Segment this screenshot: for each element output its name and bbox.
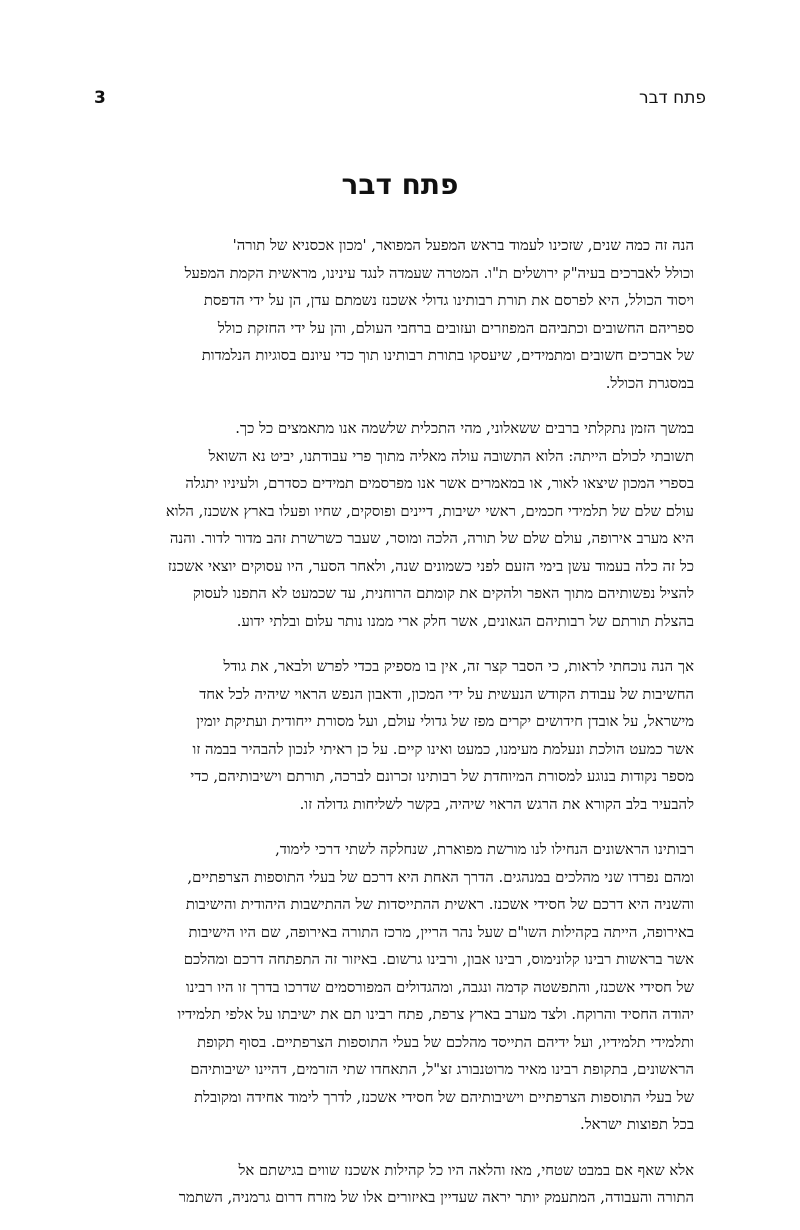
text-line: התורה והעבודה, המתעמק יותר יראה שעדיין באיזורים אלו של מזרח דרום גרמניה, השתמר <box>178 1189 694 1206</box>
text-line: ספריהם החשובים וכתביהם המפוזרים ועזובים ברחבי העולם, והן על ידי החזקת כולל <box>217 319 694 337</box>
text-line: אשר כמעט הולכת ונעלמת מעימנו, כמעט ואינו קיים. על כן ראיתי לנכון להבהיר בבמה זו <box>192 740 694 758</box>
text-line: באירופה, הייתה בקהילות השו"ם שעל נהר הריין, מרכז התורה באירופה, שם היו הישיבות <box>188 923 694 941</box>
text-line: החשיבות של עבודת הקודש הנעשית על ידי המכון, ודאבון הנפש הראוי שיהיה לכל אחד <box>199 685 694 703</box>
text-line: ומהם נפרדו שני מהלכים במנהגים. הדרך האחת היא דרכם של בעלי התוספות הצרפתיים, <box>187 868 694 886</box>
text-line: רבותינו הראשונים הנחילו לנו מורשת מפוארת, שנחלקה לשתי דרכי לימוד, <box>275 841 694 858</box>
chapter-title: פתח דבר <box>341 168 459 201</box>
running-header <box>94 88 706 112</box>
paragraph <box>92 232 708 397</box>
body-text <box>92 232 708 1230</box>
text-line: בספרי המכון שיצאו לאור, או במאמרים אשר אנו מפרסמים תמידים כסדרם, ולעיניו יתגלה <box>185 475 694 492</box>
text-line: להבעיר בלב הקורא את הרגש הראוי שיהיה, בקשר לשליחות גדולה זו. <box>299 795 694 813</box>
text-line: כל זה כלה בעמוד עשן בימי הזעם לפני כשמונים שנה, ולאחר הסער, היו עסוקים יוצאי אשכנז <box>167 557 694 575</box>
text-line: מישראל, על אובדן חידושים יקרים מפז של גדולי עולם, ועל מסורת ייחודית ועתיקת יומין <box>196 713 694 730</box>
text-line: הראשונים, בתקופת רבינו מאיר מרוטנבורג זצ"ל, התאחדו שתי הזרמים, דהיינו ישיבותיהם <box>190 1061 694 1078</box>
text-line: הנה זה כמה שנים, שזכינו לעמוד בראש המפעל המפואר, 'מכון אכסניא של תורה' <box>232 237 694 254</box>
text-line: אך הנה נוכחתי לראות, כי הסבר קצר זה, אין בו מספיק בכדי לפרש ולבאר, את גודל <box>223 658 694 675</box>
text-line: בהצלת תורתם של רבותיהם הגאונים, אשר חלק ארי ממנו נותר עלום ובלתי ידוע. <box>236 612 694 630</box>
text-line: של אברכים חשובים ומתמידים, שיעסקו בתורת רבותינו תוך כדי עיונם בסוגיות הנלמדות <box>201 347 694 364</box>
paragraph <box>92 653 708 818</box>
text-line: יהודה החסיד והרוקח. ולצד מערב בארץ צרפת, פתח רבינו תם את ישיבתו על אלפי תלמידיו <box>177 1006 694 1023</box>
text-line: ותלמידי תלמידיו, ועל ידיהם התייסד מהלכם של בעלי התוספות הצרפתיים. בסוף תקופת <box>197 1033 694 1051</box>
text-line: בכל תפוצות ישראל. <box>580 1116 694 1133</box>
text-line: וכולל לאברכים בעיה"ק ירושלים ת"ו. המטרה שעמדה לנגד עינינו, מראשית הקמת המפעל <box>184 264 694 282</box>
text-line: להציל נפשותיהם מתוך האפר ולהקים את קומתם הרוחנית, עד שכמעט לא התפנו לעסוק <box>192 585 694 602</box>
text-line: מספר נקודות בנוגע למסורת המיוחדת של רבותינו זכרונם לברכה, תורתם וישיבותיהם, כדי <box>190 768 694 785</box>
text-line: עולם שלם של תלמידי חכמים, ראשי ישיבות, דיינים ופוסקים, שחיו ופעלו בארץ אשכנז, הלוא <box>165 502 694 520</box>
text-line: ויסוד הכולל, היא לפרסם את תורת רבותינו גדולי אשכנז נשמתם עדן, הן על ידי הדפסת <box>203 292 694 309</box>
text-line: במסגרת הכולל. <box>605 374 694 392</box>
paragraph <box>92 415 708 635</box>
running-title: פתח דבר <box>638 88 706 108</box>
page-number: 3 <box>94 88 106 108</box>
text-line: אשר בראשות רבינו קלונימוס, רבינו אבון, ורבינו גרשום. באיזור זה התפתחה דרכם ומהלכם <box>183 951 694 968</box>
text-line: של בעלי התוספות הצרפתיים וישיבותיהם של חסידי אשכנז, לדרך לימוד אחידה ומקובלת <box>194 1088 694 1106</box>
text-line: של חסידי אשכנז, והתפשטה קדמה ונגבה, ומהגדולים המפורסמים שדרכו בדרך זו היו רבינו <box>185 978 694 996</box>
paragraph <box>92 1157 708 1212</box>
text-line: במשך הזמן נתקלתי ברבים ששאלוני, מהי התכלית שלשמה אנו מתאמצים כל כך. <box>235 420 694 437</box>
text-line: והשניה היא דרכם של חסידי אשכנז. ראשית ההתייסדות של ההתישבות היהודית והישיבות <box>185 896 694 913</box>
text-line: אלא שאף אם במבט שטחי, מאז והלאה היו כל קהילות אשכנז שווים בגישתם אל <box>238 1161 694 1179</box>
text-line: תשובתי לכולם הייתה: הלוא התשובה עולה מאליה מתוך פרי עבודתנו, יביט נא השואל <box>208 447 694 465</box>
text-line: היא מערב אירופה, עולם שלם של תורה, הלכה ומוסר, שעבר כשרשרת זהב מדור לדור. והנה <box>169 530 694 547</box>
paragraph <box>92 836 708 1139</box>
